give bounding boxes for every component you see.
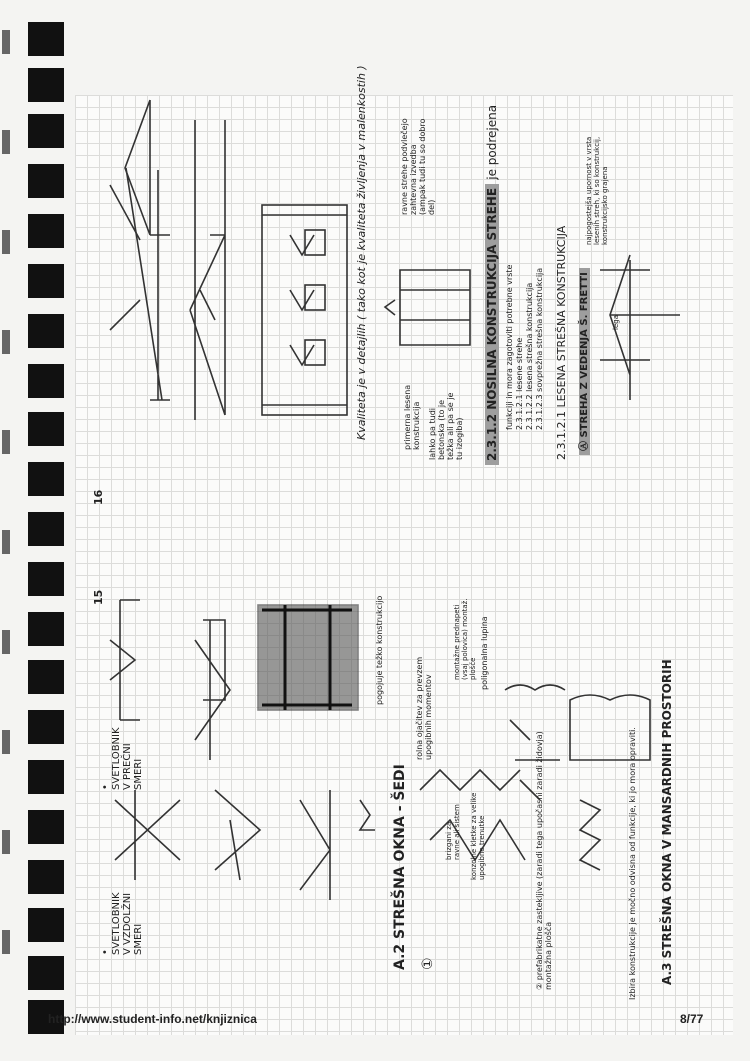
- note-najpogostejse: najpogostejša upornost v vrsta lesenih streh, ki so konstrukcij, konstrukcijsko grajena: [585, 136, 609, 245]
- note-izbira-les: lahko pa tudi betonska (to je težka ali pa se je tu izogiba): [428, 392, 464, 460]
- heading-streha-a: [575, 268, 590, 455]
- note-brizgani: brizgani za ravne ali sistem: [445, 804, 461, 860]
- note-primerna: primerna lesena konstrukcija: [403, 384, 421, 450]
- heading-nosilna-konstrukcija: [485, 105, 499, 465]
- page-number-right: 16: [92, 489, 105, 505]
- list-item: 2.3.1.2.2 lesena strešna konstrukcija: [525, 282, 534, 430]
- page-number-left: 15: [92, 589, 105, 605]
- heading-a2: A.2 STREŠNA OKNA - ŠEDI: [392, 764, 408, 970]
- note-podrejena: je podrejena: [485, 104, 499, 180]
- note-konzola: konzolne kletke za velike upogibne trenutke: [470, 792, 486, 880]
- heading-a-text: Ⓐ STREHA Z VEDENJA Š. FRETTI: [579, 268, 590, 455]
- note-pogojuje: pogojuje težko konstrukcijo: [375, 595, 384, 705]
- list-intro: funkciji in mora zagotoviti potrebne vrste: [505, 264, 514, 430]
- footer-page: 8/77: [680, 1012, 704, 1026]
- note-ravne-strehe: ravne strehe podvlečejo zahtevna izvedba (ampak tudi tu so dobro del): [400, 118, 436, 215]
- note-montazne: montažne prednapeti (vsaj polovica) montaž. plošče: [453, 598, 477, 680]
- note-poligonalna: poligonalna lupina: [480, 616, 489, 690]
- note-kvaliteta: Kvaliteta je v detajlih ( tako kot je kvaliteta življenja v malenkostih ): [355, 65, 368, 440]
- note-lega: lega: [612, 315, 620, 330]
- list-item: 2.3.1.2.1 lesene strehe: [515, 337, 524, 430]
- note-izbira: Izbira konstrukcije je močno odvisna od funkcije, ki jo mora opraviti.: [628, 727, 637, 1000]
- heading-2312-text: 2.3.1.2 NOSILNA KONSTRUKCIJA STREHE: [485, 184, 499, 465]
- label-precni: • SVETLOBNIK V PREČNI SMERI: [100, 727, 144, 790]
- heading-lesena-konstrukcija: 2.3.1.2.1 LESENA STREŠNA KONSTRUKCIJA: [555, 225, 568, 460]
- list-item: 2.3.1.2.3 sovprežna strešna konstrukcija: [535, 267, 544, 430]
- label-vzdolzni: • SVETLOBNIK V VZDOLŽNI SMERI: [100, 892, 144, 955]
- heading-a3: A.3 STREŠNA OKNA V MANSARDNIH PROSTORIH: [660, 659, 674, 985]
- note-circle-2: ② prefabrikatne zastekljive (zaradi tega upočasni zaradi židovja) montažna plošča: [535, 731, 553, 990]
- note-rolna: rolna ojačitev za prevzem upogibnih momentov: [415, 656, 433, 760]
- note-circle-1: ①: [420, 957, 436, 970]
- footer-url[interactable]: http://www.student-info.net/knjiznica: [48, 1012, 257, 1026]
